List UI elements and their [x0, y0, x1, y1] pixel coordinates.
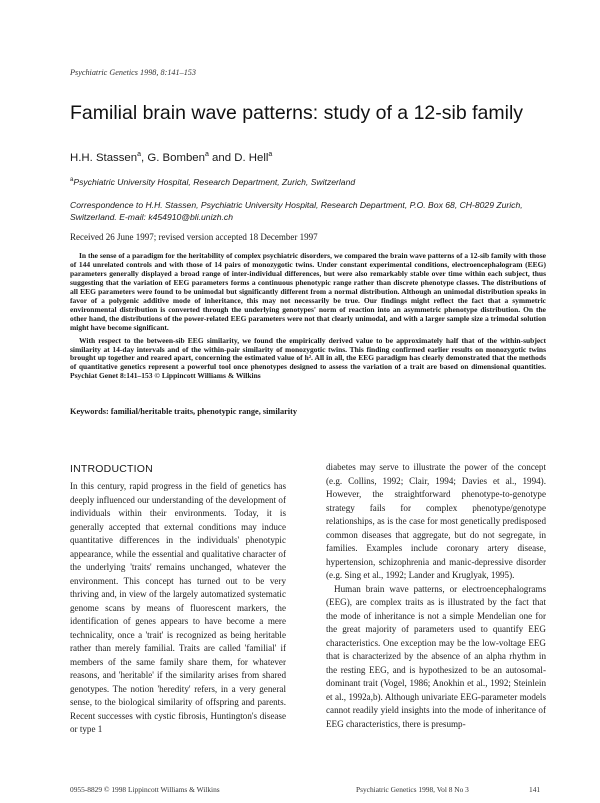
body-paragraph: In this century, rapid progress in the field of genetics has deeply influenced our understanding of the development of individuals within their environments. Today, it is generally accepted that external conditions may induce quantitative differences in the individuals' phenotypic appearance, while the essential and qualitative character of the underlying 'traits' remains unchanged, whatever the environment. This concept has turned out to be very thriving and, in view of the largely automatized systematic genome scans by means of fluorescent markers, the identification of genes appears to have become a mere technicality, once a 'trait' is recognized as being heritable rather than merely familial. Traits are called 'familial' if members of the same family share them, for whatever reasons, and 'heritable' if the similarity arises from shared genotypes. The notion 'heredity' refers, in a very general sense, to the biological similarity of offspring and parents. Recent successes with cystic fibrosis, Huntington's disease or type 1 — [70, 481, 286, 734]
correspondence: Correspondence to H.H. Stassen, Psychiatric University Hospital, Research Department, P.O. Box 68, CH-8029 Zurich, Switzerland. E-mail: k454910@bli.unizh.ch — [70, 200, 523, 222]
keywords: Keywords: familial/heritable traits, phenotypic range, similarity — [70, 407, 297, 416]
footer-copyright: 0955-8829 © 1998 Lippincott Williams & Wilkins — [70, 785, 220, 794]
article-title: Familial brain wave patterns: study of a 12-sib family — [70, 102, 524, 124]
journal-citation: Psychiatric Genetics 1998, 8:141–153 — [70, 68, 196, 77]
affiliation-text: Psychiatric University Hospital, Research Department, Zurich, Switzerland — [73, 177, 356, 187]
body-column-left — [70, 480, 286, 737]
received-dates: Received 26 June 1997; revised version accepted 18 December 1997 — [70, 232, 318, 242]
affiliation-mark: a — [70, 177, 74, 184]
author-name: G. Bomben — [147, 151, 205, 164]
affiliation — [70, 177, 355, 187]
page-number: 141 — [529, 785, 541, 794]
abstract — [70, 252, 546, 381]
abstract-paragraph: In the sense of a paradigm for the heritability of complex psychiatric disorders, we compared the brain wave patterns of a 12-sib family with those of 144 unrelated controls and with those of 14 pairs of monozygotic twins. Under constant experimental conditions, electroencephalogram (EEG) parameters generally displayed a broad range of inter-individual differences, but were also remarkably stable over time within each subject, thus suggesting that the variation of EEG parameters forms a continuous phenotypic range rather than discrete phenotype classes. The distributions of all EEG parameters were found to be unimodal but significantly different from a normal distribution. Although an unimodal distribution speaks in favor of a polygenic additive mode of inheritance, this may not necessarily be true. Our findings might reflect the fact that a symmetric environmental distribution is converted through the underlying genotypes' norm of reaction into an asymmetric phenotype distribution. On the other hand, the distributions of the power-related EEG parameters were not that clearly unimodal, and with a larger sample size a trimodal solution might have become significant. — [70, 251, 546, 332]
author-separator: and — [208, 151, 235, 164]
body-paragraph: Human brain wave patterns, or electroencephalograms (EEG), are complex traits as is illustrated by the fact that the mode of inheritance is not a simple Mendelian one for the great majority of parameters used to quantify EEG characteristics. One exception may be the low-voltage EEG that is characterized by the absence of an alpha rhythm in the resting EEG, and is hypothesized to be an autosomal-dominant trait (Vogel, 1986; Anokhin et al., 1992; Steinlein et al., 1992a,b). Although univariate EEG-parameter models cannot readily yield insights into the mode of inheritance of EEG characteristics, there is presump- — [326, 583, 546, 729]
body-paragraph: diabetes may serve to illustrate the power of the concept (e.g. Collins, 1992; Clair, 1994; Davies et al., 1994). However, the straightforward phenotype-to-genotype strategy fails for complex phenotype/genotype relationships, as is the case for most genetically predisposed common diseases that aggregate, but do not segregate, in families. Examples include coronary artery disease, hypertension, schizophrenia and manic-depressive disorder (e.g. Sing et al., 1992; Lander and Kruglyak, 1995). — [326, 462, 546, 580]
footer-journal: Psychiatric Genetics 1998, Vol 8 No 3 — [356, 785, 469, 794]
affiliation-mark: a — [204, 151, 209, 158]
section-heading: INTRODUCTION — [70, 463, 153, 475]
body-column-right — [326, 461, 546, 731]
author-list — [70, 151, 272, 164]
author-name: H.H. Stassen — [70, 151, 138, 164]
affiliation-mark: a — [268, 151, 273, 158]
affiliation-mark: a — [137, 151, 142, 158]
abstract-paragraph: With respect to the between-sib EEG similarity, we found the empirically derived value to be approximately half that of the within-subject similarity at 14-day intervals and of the within-pair similarity of monozygotic twins. This finding confirmed earlier results on monozygotic twins brought up together and reared apart, concerning the estimated value of h². All in all, the EEG paradigm has clearly demonstrated that the methods of quantitative genetics represent a powerful tool once phenotypes designed to assess the variation of a trait are based on dimensional quantities. Psychiat Genet 8:141–153 © Lippincott Williams & Wilkins — [70, 335, 546, 381]
author-separator: , — [141, 151, 148, 164]
author-name: D. Hell — [234, 151, 269, 164]
